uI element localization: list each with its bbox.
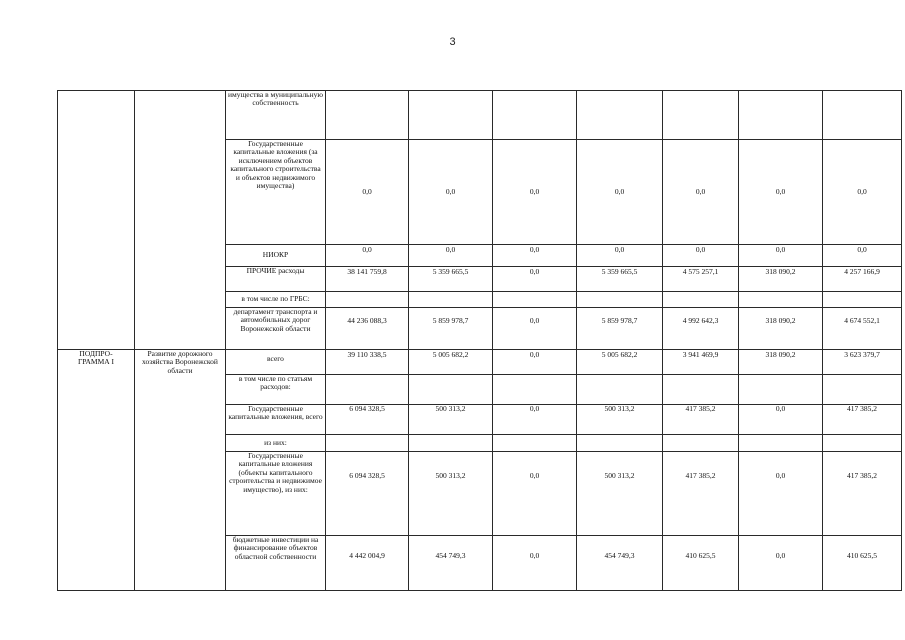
value-cell: 500 313,2 <box>409 452 493 536</box>
value-cell: 454 749,3 <box>409 536 493 591</box>
row-label: Государственные капитальные вложения (объекты капитального строительства и недвижимое имущество), из них: <box>226 452 326 536</box>
value-cell <box>739 292 823 308</box>
value-cell <box>739 375 823 405</box>
value-cell: 5 005 682,2 <box>409 350 493 375</box>
value-cell <box>409 91 493 140</box>
value-cell <box>739 435 823 452</box>
value-cell <box>577 292 663 308</box>
value-cell: 4 442 004,9 <box>326 536 409 591</box>
value-cell: 6 094 328,5 <box>326 405 409 435</box>
row-label: в том числе по статьям расходов: <box>226 375 326 405</box>
value-cell: 0,0 <box>493 245 577 267</box>
value-cell <box>493 435 577 452</box>
value-cell: 4 257 166,9 <box>823 267 902 292</box>
value-cell: 3 941 469,9 <box>663 350 739 375</box>
value-cell: 44 236 088,3 <box>326 308 409 350</box>
row-label: имущества в муниципальную собственность <box>226 91 326 140</box>
value-cell: 0,0 <box>739 405 823 435</box>
value-cell: 0,0 <box>663 245 739 267</box>
value-cell: 0,0 <box>663 140 739 245</box>
value-cell: 0,0 <box>493 452 577 536</box>
value-cell <box>663 292 739 308</box>
value-cell: 0,0 <box>823 245 902 267</box>
row-label: Государственные капитальные вложения, всего <box>226 405 326 435</box>
value-cell: 0,0 <box>493 536 577 591</box>
value-cell <box>739 91 823 140</box>
value-cell <box>577 91 663 140</box>
value-cell <box>409 292 493 308</box>
value-cell: 3 623 379,7 <box>823 350 902 375</box>
row-label: из них: <box>226 435 326 452</box>
value-cell: 500 313,2 <box>577 405 663 435</box>
value-cell: 6 094 328,5 <box>326 452 409 536</box>
row-label: в том числе по ГРБС: <box>226 292 326 308</box>
value-cell <box>409 375 493 405</box>
value-cell: 5 859 978,7 <box>409 308 493 350</box>
value-cell: 500 313,2 <box>577 452 663 536</box>
value-cell <box>493 292 577 308</box>
value-cell: 410 625,5 <box>663 536 739 591</box>
value-cell <box>326 292 409 308</box>
value-cell: 454 749,3 <box>577 536 663 591</box>
value-cell: 318 090,2 <box>739 267 823 292</box>
row-label: НИОКР <box>226 245 326 267</box>
value-cell: 500 313,2 <box>409 405 493 435</box>
value-cell <box>326 91 409 140</box>
value-cell: 0,0 <box>493 405 577 435</box>
subprogram-name: Развитие дорожного хозяйства Воронежской области <box>135 350 226 591</box>
value-cell <box>823 292 902 308</box>
value-cell: 0,0 <box>326 140 409 245</box>
prev-program-name-cell <box>135 91 226 350</box>
value-cell: 318 090,2 <box>739 350 823 375</box>
value-cell <box>493 375 577 405</box>
value-cell: 0,0 <box>326 245 409 267</box>
value-cell: 0,0 <box>493 267 577 292</box>
row-label: бюджетные инвестиции на финансирование объектов областной собственности <box>226 536 326 591</box>
table-row <box>58 350 902 375</box>
value-cell: 39 110 338,5 <box>326 350 409 375</box>
value-cell: 0,0 <box>493 350 577 375</box>
value-cell: 5 359 665,5 <box>409 267 493 292</box>
value-cell <box>823 435 902 452</box>
value-cell: 0,0 <box>739 140 823 245</box>
value-cell <box>493 91 577 140</box>
value-cell: 0,0 <box>577 245 663 267</box>
page-number: 3 <box>449 36 456 48</box>
row-label: департамент транспорта и автомобильных дорог Воронежской области <box>226 308 326 350</box>
value-cell: 4 992 642,3 <box>663 308 739 350</box>
value-cell: 0,0 <box>577 140 663 245</box>
value-cell: 4 575 257,1 <box>663 267 739 292</box>
value-cell <box>326 435 409 452</box>
prev-program-code-cell <box>58 91 135 350</box>
value-cell: 5 005 682,2 <box>577 350 663 375</box>
value-cell <box>326 375 409 405</box>
value-cell <box>409 435 493 452</box>
value-cell: 417 385,2 <box>823 405 902 435</box>
value-cell <box>663 435 739 452</box>
value-cell <box>823 375 902 405</box>
value-cell <box>663 375 739 405</box>
value-cell: 417 385,2 <box>823 452 902 536</box>
table-row <box>58 91 902 140</box>
value-cell: 0,0 <box>493 140 577 245</box>
value-cell: 0,0 <box>409 245 493 267</box>
value-cell: 417 385,2 <box>663 405 739 435</box>
value-cell: 0,0 <box>739 452 823 536</box>
budget-table <box>57 90 902 591</box>
value-cell <box>663 91 739 140</box>
value-cell: 417 385,2 <box>663 452 739 536</box>
value-cell: 38 141 759,8 <box>326 267 409 292</box>
row-label: ПРОЧИЕ расходы <box>226 267 326 292</box>
value-cell: 318 090,2 <box>739 308 823 350</box>
value-cell: 4 674 552,1 <box>823 308 902 350</box>
value-cell: 5 359 665,5 <box>577 267 663 292</box>
value-cell: 0,0 <box>739 536 823 591</box>
value-cell: 0,0 <box>823 140 902 245</box>
value-cell: 5 859 978,7 <box>577 308 663 350</box>
value-cell <box>823 91 902 140</box>
value-cell <box>577 375 663 405</box>
row-label: Государственные капитальные вложения (за исключением объектов капитального строительства и объектов недвижимого имущества) <box>226 140 326 245</box>
value-cell <box>577 435 663 452</box>
value-cell: 0,0 <box>493 308 577 350</box>
value-cell: 0,0 <box>409 140 493 245</box>
subprogram-code: ПОДПРО- ГРАММА I <box>58 350 135 591</box>
value-cell: 0,0 <box>739 245 823 267</box>
value-cell: 410 625,5 <box>823 536 902 591</box>
row-label: всего <box>226 350 326 375</box>
